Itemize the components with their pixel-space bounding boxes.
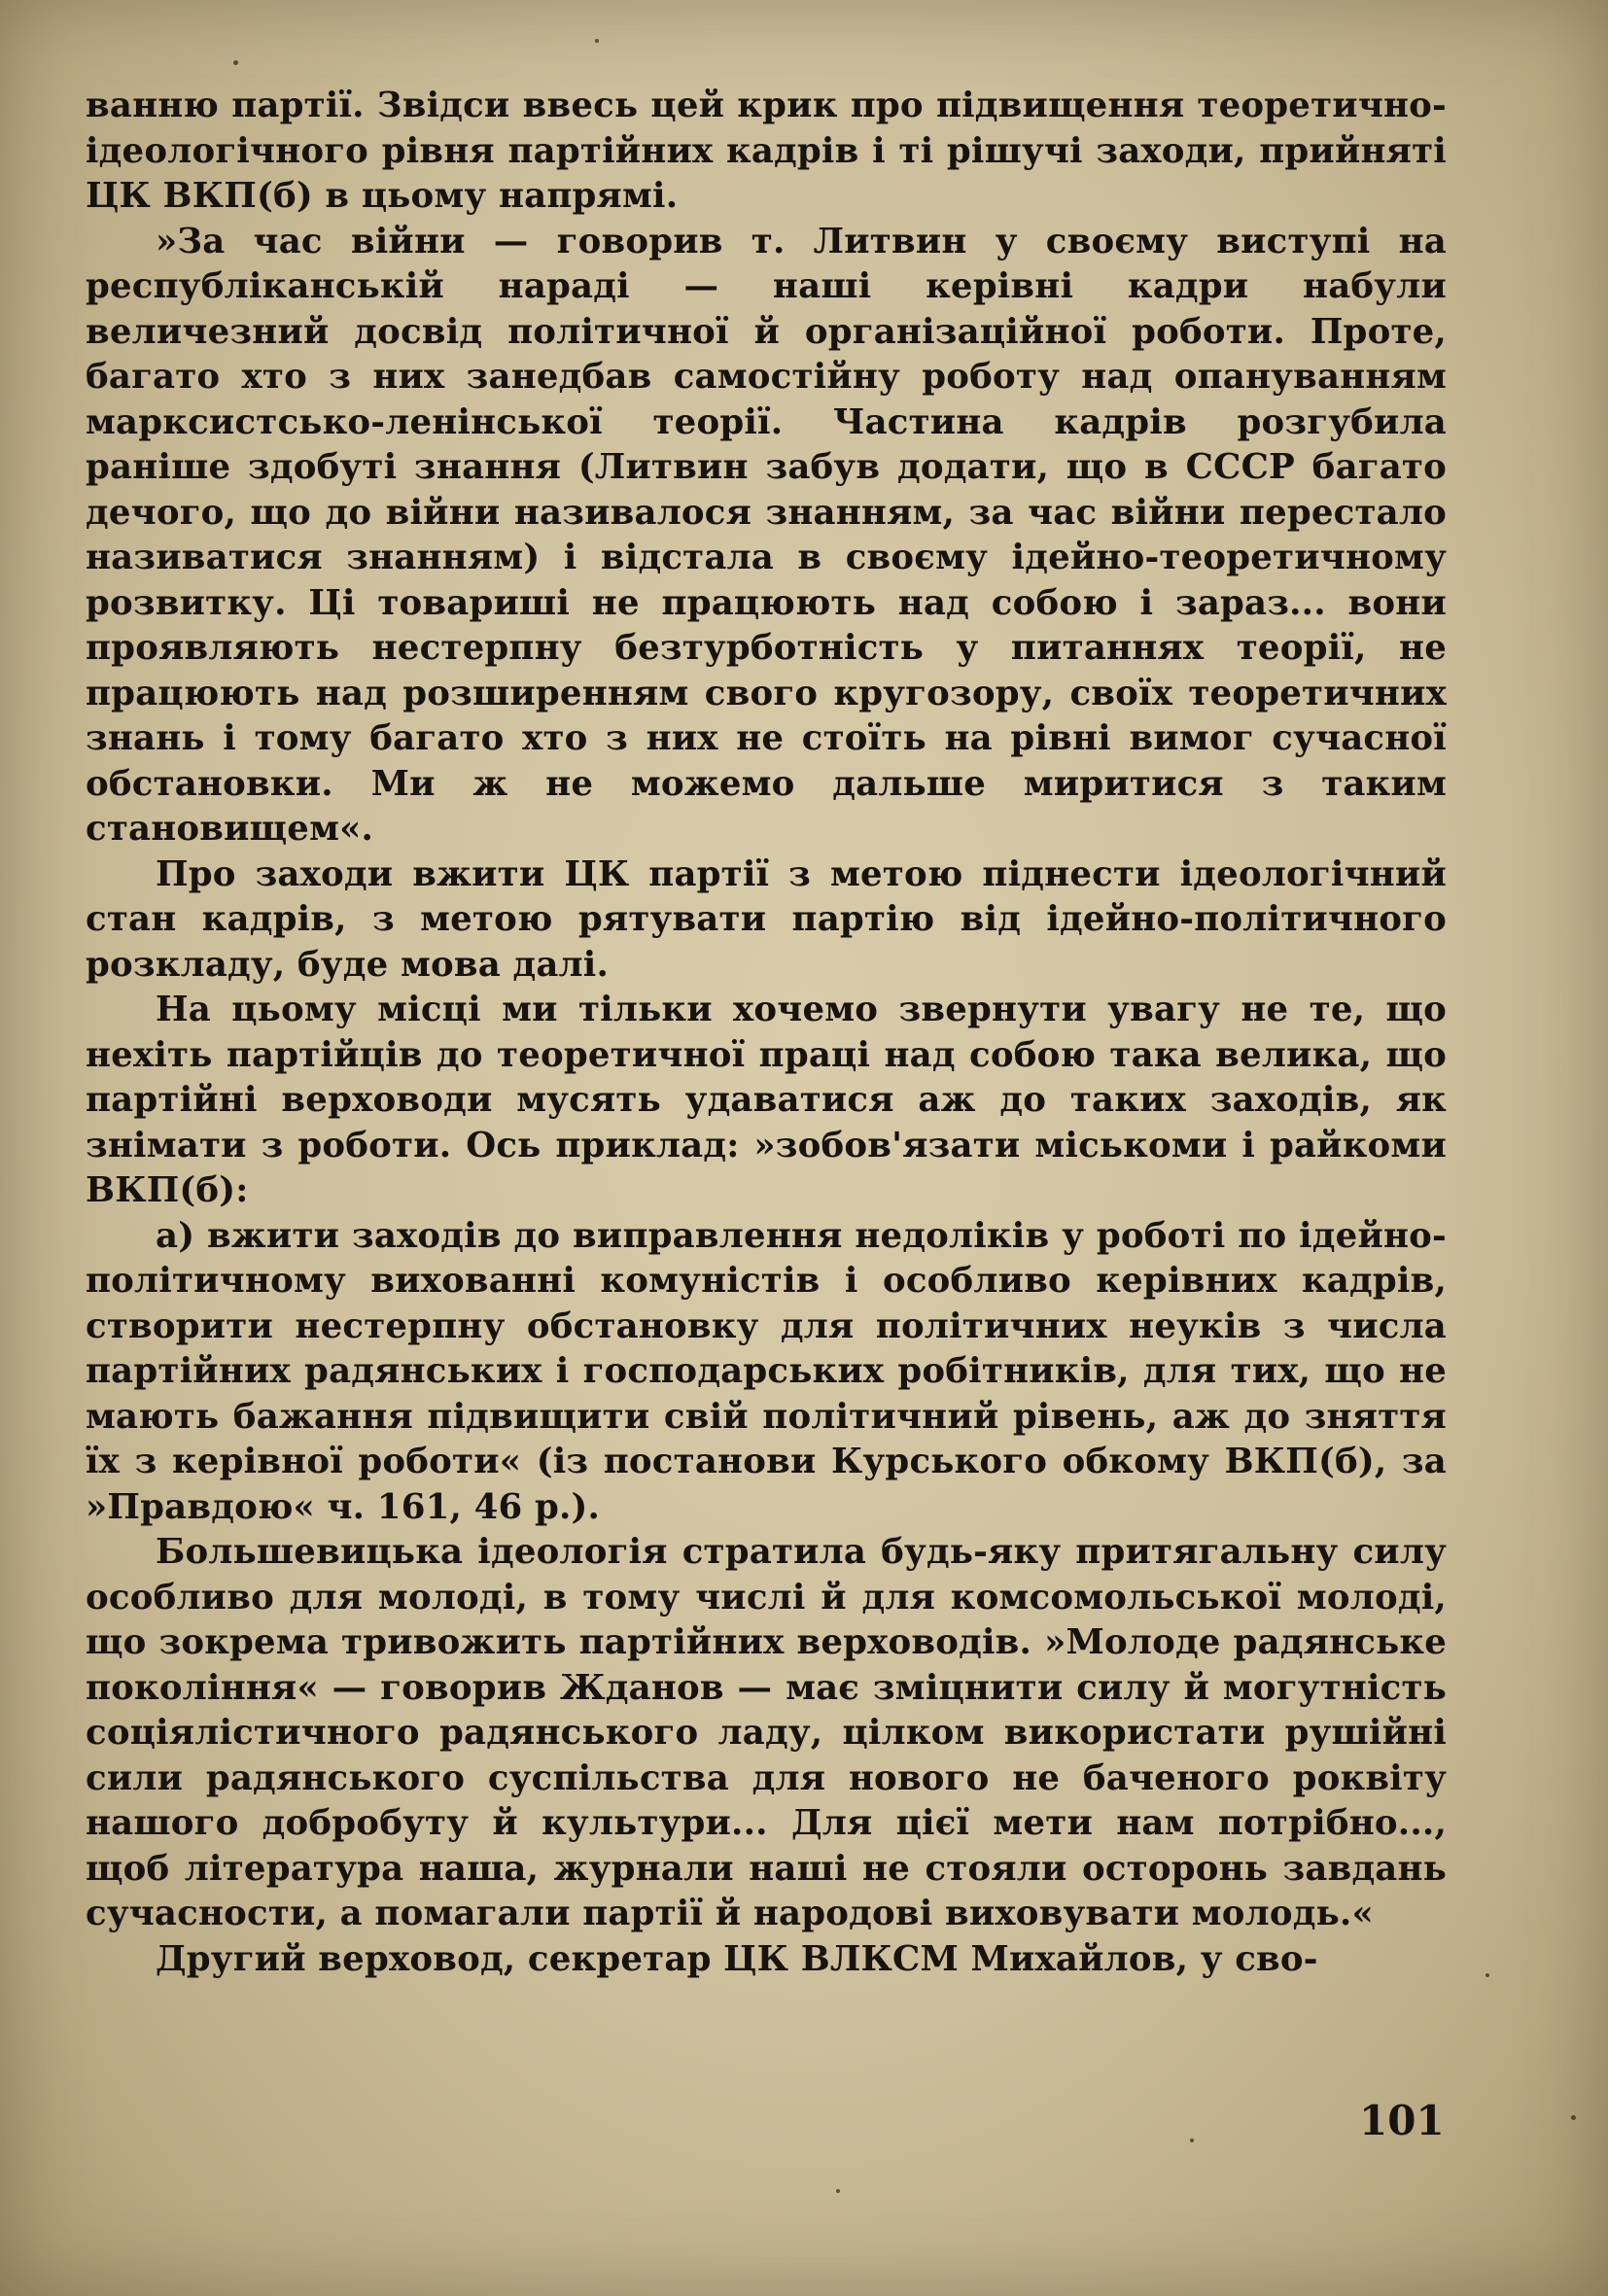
page-number: 101 bbox=[1359, 2097, 1445, 2144]
paper-speck bbox=[595, 39, 599, 43]
paper-speck bbox=[233, 60, 238, 65]
paragraph-3: Про заходи вжити ЦК партії з метою піднести ідеологічний стан кадрів, з метою рятувати партію від ідейно-політичного розкладу, буде мова далі. bbox=[86, 853, 1447, 985]
paragraph-7: Другий верховод, секретар ЦК ВЛКСМ Михайлов, у сво- bbox=[156, 1938, 1318, 1979]
paragraph-6: Большевицька ідеологія стратила будь-яку притягальну силу особливо для молоді, в тому числі й для комсомольської молоді, що зокрема тривожить партійних верховодів. »Молоде радянське покоління« — говорив Жданов — має зміцнити силу й могутність соціялістичного радянського ладу, цілком використати рушійні сили радянського суспільства для нового не баченого роквіту нашого добробуту й культури... Для цієї мети нам потрібно..., щоб література наша, журнали наші не стояли осторонь завдань сучасности, а помагали партії й народові виховувати молодь.« bbox=[86, 1532, 1447, 1933]
page-body-text bbox=[86, 84, 1447, 1982]
paper-speck bbox=[1190, 2139, 1194, 2142]
paper-speck bbox=[836, 2189, 840, 2193]
paper-speck bbox=[1571, 2115, 1576, 2120]
paragraph-5-resolution: а) вжити заходів до виправлення недоліків у роботі по ідейно-політичному вихованні комуністів і особливо керівних кадрів, створити нестерпну обстановку для політичних неуків з числа партійних радянських і господарських робітників, для тих, що не мають бажання підвищити свій політичний рівень, аж до зняття їх з керівної роботи« (із постанови Курського обкому ВКП(б), за »Правдою« ч. 161, 46 р.). bbox=[86, 1215, 1447, 1527]
paragraph-2-litvin-quote: »За час війни — говорив т. Литвин у своєму виступі на республіканській нараді — наші керівні кадри набули величезний досвід політичної й організаційної роботи. Проте, багато хто з них занедбав самостійну роботу над опануванням марксистсько-ленінської теорії. Частина кадрів розгубила раніше здобуті знання (Литвин забув додати, що в СССР багато дечого, що до війни називалося знанням, за час війни перестало називатися знанням) і відстала в своєму ідейно-теоретичному розвитку. Ці товариші не працюють над собою і зараз... вони проявляють нестерпну безтурботність у питаннях теорії, не працюють над розширенням свого кругозору, своїх теоретичних знань і тому багато хто з них не стоїть на рівні вимог сучасної обстановки. Ми ж не можемо дальше миритися з таким становищем«. bbox=[86, 221, 1447, 849]
paper-speck bbox=[1486, 1973, 1489, 1977]
paragraph-1: ванню партії. Звідси ввесь цей крик про підвищення теоретично-ідеологічного рівня партійних кадрів і ті рішучі заходи, прийняті ЦК ВКП(б) в цьому напрямі. bbox=[86, 86, 1447, 216]
paragraph-4: На цьому місці ми тільки хочемо звернути увагу не те, що нехіть партійців до теоретичної праці над собою така велика, що партійні верховоди мусять удаватися аж до таких заходів, як знімати з роботи. Ось приклад: »зобов'язати міськоми і райкоми ВКП(б): bbox=[86, 990, 1447, 1210]
